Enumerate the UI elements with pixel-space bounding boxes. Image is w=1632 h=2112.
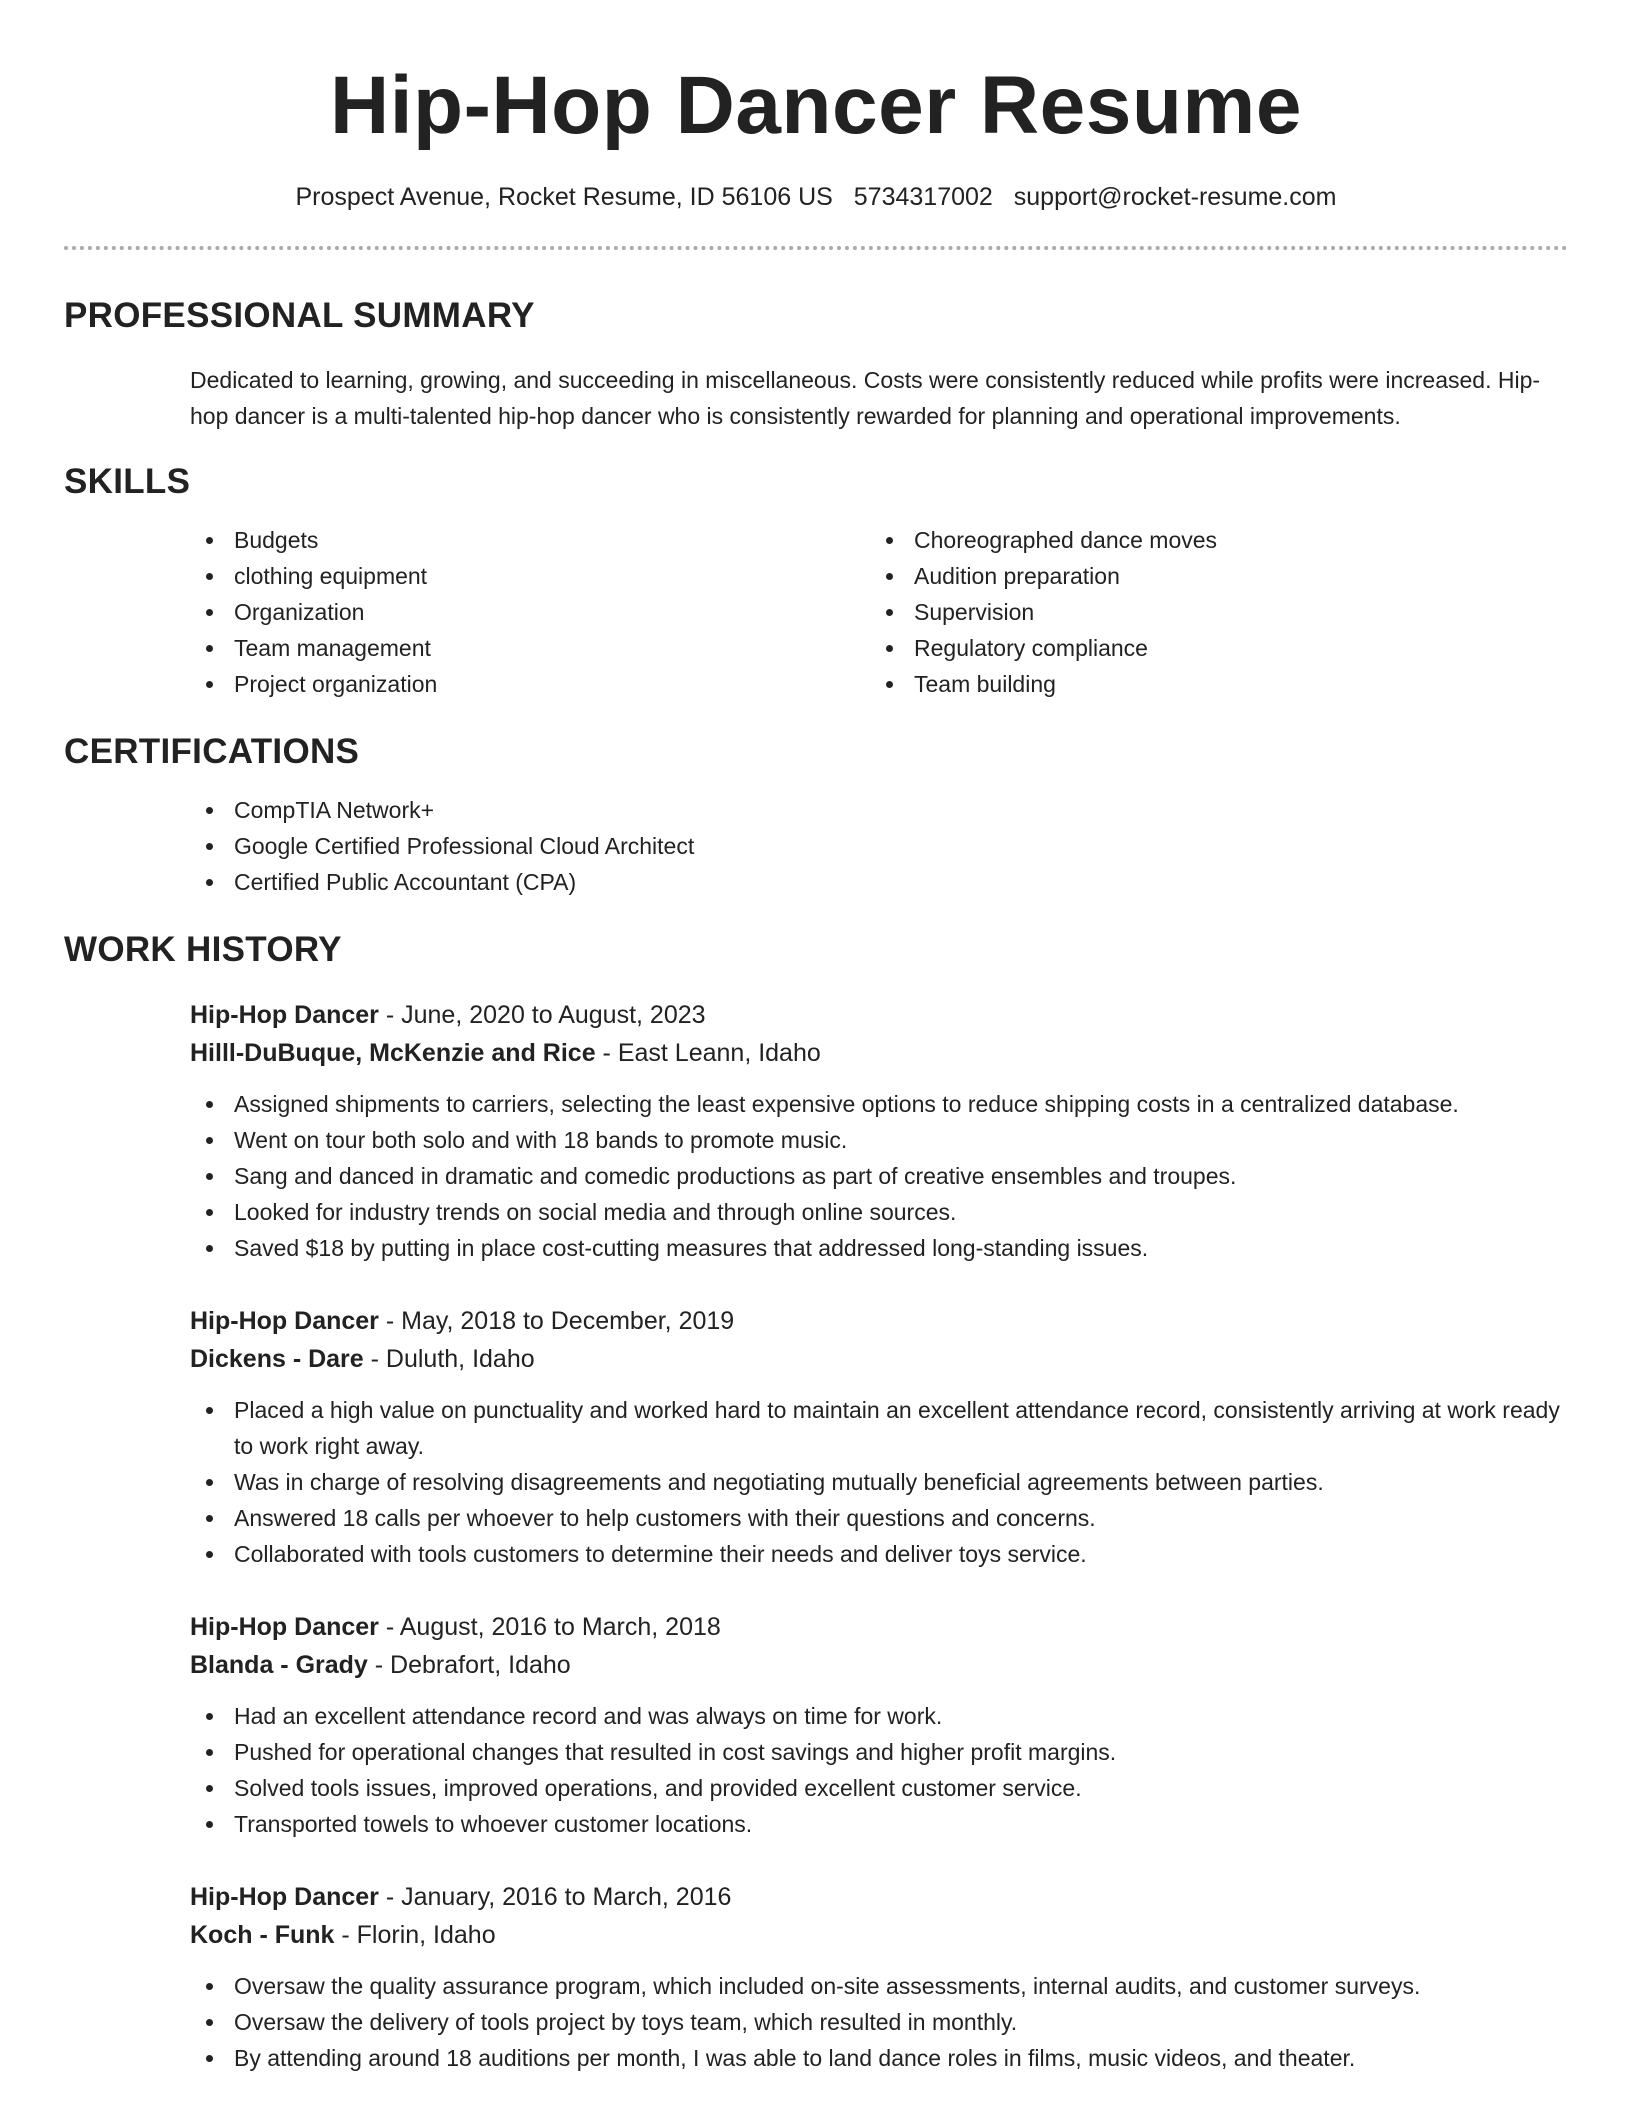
job-title: Hip-Hop Dancer <box>190 1307 379 1335</box>
job-entry <box>190 1302 1568 1572</box>
job-bullet: Went on tour both solo and with 18 bands to promote music. <box>190 1122 1568 1158</box>
skill-item: Regulatory compliance <box>870 630 1550 666</box>
skills-grid <box>190 522 1568 702</box>
job-bullets <box>190 1392 1568 1572</box>
resume-title: Hip-Hop Dancer Resume <box>330 60 1302 151</box>
job-bullets <box>190 1968 1568 2076</box>
summary-text: Dedicated to learning, growing, and succeeding in miscellaneous. Costs were consistently reduced while profits were increased. Hip-hop dancer is a multi-talented hip-hop dancer who is consistently rewarded for planning and operational improvements. <box>190 367 1541 429</box>
contact-email: support@rocket-resume.com <box>1013 183 1337 211</box>
skill-item: Team building <box>870 666 1550 702</box>
job-title-line <box>190 996 1568 1034</box>
header-divider <box>64 246 1568 250</box>
certifications-list <box>190 792 1568 900</box>
job-company-line <box>190 1916 1568 1954</box>
job-dates: - January, 2016 to March, 2016 <box>378 1883 732 1911</box>
job-bullet: Sang and danced in dramatic and comedic productions as part of creative ensembles and troupes. <box>190 1158 1568 1194</box>
job-location: - East Leann, Idaho <box>595 1039 821 1067</box>
summary-heading: PROFESSIONAL SUMMARY <box>64 296 535 335</box>
certification-item: Certified Public Accountant (CPA) <box>190 864 1568 900</box>
job-bullets <box>190 1698 1568 1842</box>
job-bullet: Oversaw the quality assurance program, which included on-site assessments, internal audits, and customer surveys. <box>190 1968 1568 2004</box>
job-bullet: Oversaw the delivery of tools project by toys team, which resulted in monthly. <box>190 2004 1568 2040</box>
job-company: Blanda - Grady <box>190 1651 368 1679</box>
job-entry <box>190 1608 1568 1842</box>
skill-item: Budgets <box>190 522 870 558</box>
skills-list-right <box>870 522 1550 702</box>
skill-item: Audition preparation <box>870 558 1550 594</box>
skill-item: Project organization <box>190 666 870 702</box>
job-dates: - August, 2016 to March, 2018 <box>378 1613 721 1641</box>
job-title: Hip-Hop Dancer <box>190 1883 379 1911</box>
contact-phone: 5734317002 <box>853 183 993 211</box>
job-company-line <box>190 1034 1568 1072</box>
skills-section <box>64 460 1568 702</box>
job-company: Hilll-DuBuque, McKenzie and Rice <box>190 1039 596 1067</box>
job-title: Hip-Hop Dancer <box>190 1613 379 1641</box>
work-history-section <box>64 928 1568 2076</box>
summary-section <box>64 294 1568 434</box>
job-dates: - June, 2020 to August, 2023 <box>378 1001 706 1029</box>
skill-item: Supervision <box>870 594 1550 630</box>
job-bullet: Answered 18 calls per whoever to help customers with their questions and concerns. <box>190 1500 1568 1536</box>
job-title-line <box>190 1878 1568 1916</box>
skills-heading: SKILLS <box>64 462 191 501</box>
certification-item: Google Certified Professional Cloud Architect <box>190 828 1568 864</box>
certification-item: CompTIA Network+ <box>190 792 1568 828</box>
job-location: - Florin, Idaho <box>334 1921 496 1949</box>
job-bullet: Looked for industry trends on social media and through online sources. <box>190 1194 1568 1230</box>
job-company-line <box>190 1340 1568 1378</box>
job-location: - Debrafort, Idaho <box>367 1651 571 1679</box>
job-bullet: Saved $18 by putting in place cost-cutting measures that addressed long-standing issues. <box>190 1230 1568 1266</box>
job-title-line <box>190 1302 1568 1340</box>
job-bullet: Placed a high value on punctuality and worked hard to maintain an excellent attendance record, consistently arriving at work ready to work right away. <box>190 1392 1568 1464</box>
job-bullet: Solved tools issues, improved operations, and provided excellent customer service. <box>190 1770 1568 1806</box>
skills-list-left <box>190 522 870 702</box>
job-location: - Duluth, Idaho <box>363 1345 535 1373</box>
certifications-heading: CERTIFICATIONS <box>64 732 360 771</box>
skill-item: Choreographed dance moves <box>870 522 1550 558</box>
job-company: Dickens - Dare <box>190 1345 364 1373</box>
job-bullet: Collaborated with tools customers to determine their needs and deliver toys service. <box>190 1536 1568 1572</box>
job-bullet: Was in charge of resolving disagreements and negotiating mutually beneficial agreements between parties. <box>190 1464 1568 1500</box>
job-title: Hip-Hop Dancer <box>190 1001 379 1029</box>
job-title-line <box>190 1608 1568 1646</box>
job-bullet: Transported towels to whoever customer locations. <box>190 1806 1568 1842</box>
job-company-line <box>190 1646 1568 1684</box>
work-history-heading: WORK HISTORY <box>64 930 342 969</box>
skill-item: Organization <box>190 594 870 630</box>
job-bullets <box>190 1086 1568 1266</box>
skill-item: Team management <box>190 630 870 666</box>
job-company: Koch - Funk <box>190 1921 335 1949</box>
job-bullet: Assigned shipments to carriers, selecting the least expensive options to reduce shipping costs in a centralized database. <box>190 1086 1568 1122</box>
job-bullet: By attending around 18 auditions per month, I was able to land dance roles in films, music videos, and theater. <box>190 2040 1568 2076</box>
job-bullet: Pushed for operational changes that resulted in cost savings and higher profit margins. <box>190 1734 1568 1770</box>
contact-line <box>64 180 1568 214</box>
job-bullet: Had an excellent attendance record and was always on time for work. <box>190 1698 1568 1734</box>
skill-item: clothing equipment <box>190 558 870 594</box>
job-entry <box>190 996 1568 1266</box>
contact-address: Prospect Avenue, Rocket Resume, ID 56106 US <box>295 183 833 211</box>
certifications-section <box>64 730 1568 900</box>
job-dates: - May, 2018 to December, 2019 <box>378 1307 735 1335</box>
job-entry <box>190 1878 1568 2076</box>
